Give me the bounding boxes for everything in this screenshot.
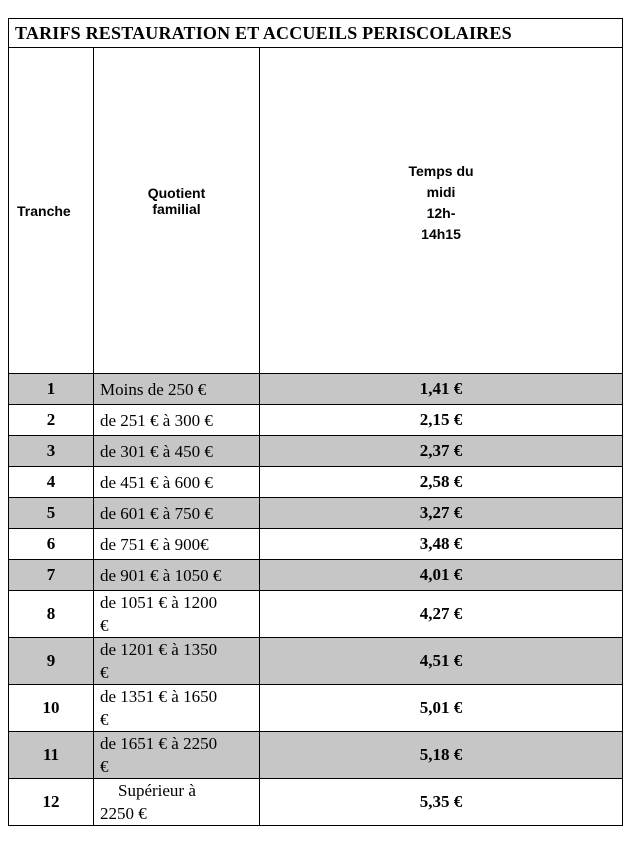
table-row [9,591,623,638]
tariff-table [8,18,623,826]
tranche-cell: 7 [9,560,94,591]
quotient-line1: de 1651 € à 2250 [100,734,218,753]
quotient-cell: de 301 € à 450 € [94,436,260,467]
header-temps-line3: 12h- [426,204,456,221]
price-cell: 2,15 € [260,405,623,436]
header-temps-line2: midi [426,183,456,200]
tranche-cell: 1 [9,374,94,405]
table-title: TARIFS RESTAURATION ET ACCUEILS PERISCOLAIRES [9,19,623,48]
price-cell: 3,48 € [260,529,623,560]
quotient-cell: de 251 € à 300 € [94,405,260,436]
header-temps-du-midi [260,48,623,374]
header-tranche: Tranche [9,48,94,374]
table-row [9,374,623,405]
tariff-sheet [8,18,622,826]
title-row [9,19,623,48]
price-cell: 2,37 € [260,436,623,467]
table-row [9,498,623,529]
table-row [9,529,623,560]
tranche-cell: 12 [9,779,94,826]
price-cell: 4,27 € [260,591,623,638]
quotient-line2: € [100,663,109,682]
quotient-cell: Moins de 250 € [94,374,260,405]
tranche-cell: 10 [9,685,94,732]
table-row [9,779,623,826]
tranche-cell: 9 [9,638,94,685]
quotient-cell: de 451 € à 600 € [94,467,260,498]
tranche-cell: 2 [9,405,94,436]
quotient-line1: Supérieur à [118,781,196,800]
quotient-cell [94,638,260,685]
table-row [9,467,623,498]
quotient-cell: de 751 € à 900€ [94,529,260,560]
tranche-cell: 8 [9,591,94,638]
tranche-cell: 11 [9,732,94,779]
header-temps-line1: Temps du [408,162,474,179]
quotient-cell [94,685,260,732]
tranche-cell: 4 [9,467,94,498]
header-quotient-text [94,185,259,217]
price-cell: 5,01 € [260,685,623,732]
quotient-cell: de 901 € à 1050 € [94,560,260,591]
table-row [9,436,623,467]
table-row [9,732,623,779]
tranche-cell: 5 [9,498,94,529]
header-quotient-line1: Quotient [147,184,206,201]
quotient-cell [94,591,260,638]
quotient-line1: de 1201 € à 1350 [100,640,218,659]
quotient-line1: de 1051 € à 1200 [100,593,218,612]
price-cell: 2,58 € [260,467,623,498]
quotient-line1: de 1351 € à 1650 [100,687,218,706]
tranche-cell: 6 [9,529,94,560]
quotient-line2: € [100,757,109,776]
price-cell: 4,51 € [260,638,623,685]
table-row [9,405,623,436]
price-cell: 1,41 € [260,374,623,405]
table-row [9,560,623,591]
quotient-line2: € [100,616,109,635]
header-row [9,48,623,374]
price-cell: 5,35 € [260,779,623,826]
quotient-cell [94,732,260,779]
header-temps-line4: 14h15 [421,225,461,242]
price-cell: 5,18 € [260,732,623,779]
table-row [9,685,623,732]
price-cell: 4,01 € [260,560,623,591]
header-quotient-familial [94,48,260,374]
table-row [9,638,623,685]
price-cell: 3,27 € [260,498,623,529]
header-quotient-line2: familial [152,200,201,217]
quotient-line2: 2250 € [100,804,147,823]
header-temps-text [260,161,622,245]
tranche-cell: 3 [9,436,94,467]
quotient-line2: € [100,710,109,729]
quotient-cell: de 601 € à 750 € [94,498,260,529]
quotient-cell [94,779,260,826]
